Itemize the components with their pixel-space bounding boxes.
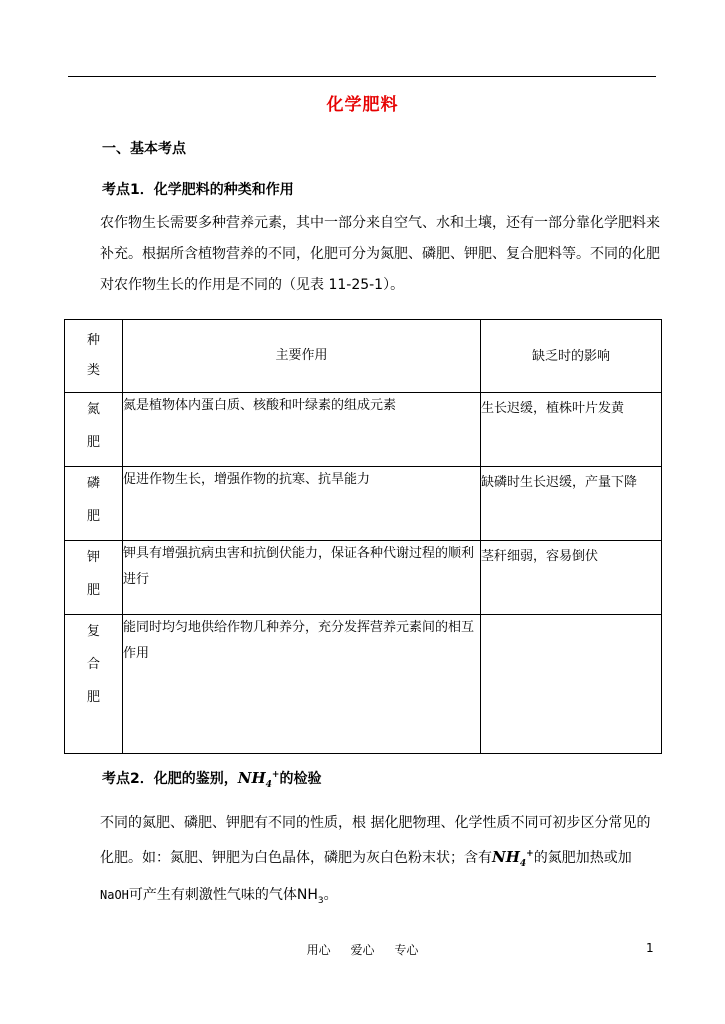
point1-heading: 考点1．化学肥料的种类和作用 [102,182,294,198]
page-number: 1 [646,941,654,955]
document-title: 化学肥料 [326,95,399,115]
row-deficiency-effect: 缺磷时生长迟缓，产量下降 [481,467,662,541]
row-deficiency-effect: 生长迟缓，植株叶片发黄 [481,393,662,467]
page-footer [0,941,725,958]
row-main-function: 促进作物生长，增强作物的抗寒、抗旱能力 [123,467,481,541]
table-header-row [65,320,662,393]
point2-heading [102,768,321,790]
type-label: 氮 肥 [86,402,100,450]
row-deficiency-effect: 茎秆细弱，容易倒伏 [481,541,662,615]
footer-item: 爱心 [350,943,375,957]
section-heading: 一、基本考点 [102,141,186,157]
type-label: 钾 肥 [86,550,100,598]
footer-item: 专心 [394,943,419,957]
row-type [65,393,123,467]
ammonium-ion-formula: $NH_4^+$ [492,848,534,869]
type-label: 磷 肥 [86,476,100,524]
footer-item: 用心 [306,943,331,957]
point2-paragraph: 不同的氮肥、磷肥、钾肥有不同的性质，根 据化肥物理、化学性质不同可初步区分常见的化肥。如：氮肥、钾肥为白色晶体，磷肥为灰白色粉末状；含有$NH_4^+$的氮肥加热或加NaOH可产生有刺激性气味的气体$NH_3$。 [100,815,651,906]
row-type [65,541,123,615]
header-deficiency-effect: 缺乏时的影响 [481,320,662,393]
ammonia-formula: $NH_3$ [296,887,324,906]
table-row [65,467,662,541]
row-main-function: 氮是植物体内蛋白质、核酸和叶绿素的组成元素 [123,393,481,467]
naoh-formula: NaOH [100,888,129,902]
fertilizer-table [64,319,662,754]
header-main-function: 主要作用 [123,320,481,393]
row-main-function: 能同时均匀地供给作物几种养分，充分发挥营养元素间的相互作用 [123,615,481,754]
point2-heading-suffix: 的检验 [279,771,322,787]
point2-heading-prefix: 考点2．化肥的鉴别， [102,771,238,787]
ammonium-ion-formula: $NH_4^+$ [237,769,280,790]
header-type [65,320,123,393]
table-row [65,393,662,467]
type-label: 复 合 肥 [86,624,100,705]
table-row [65,541,662,615]
row-deficiency-effect [481,615,662,754]
row-main-function: 钾具有增强抗病虫害和抗倒伏能力，保证各种代谢过程的顺利进行 [123,541,481,615]
header-rule [68,76,656,77]
row-type [65,467,123,541]
row-type [65,615,123,754]
point1-paragraph: 农作物生长需要多种营养元素，其中一部分来自空气、水和土壤，还有一部分靠化学肥料来补充。根据所含植物营养的不同，化肥可分为氮肥、磷肥、钾肥、复合肥料等。不同的化肥对农作物生长的作用是不同的（见表 11-25-1）。 [100,215,660,293]
table-row [65,615,662,754]
header-type-label: 种 类 [86,333,100,378]
